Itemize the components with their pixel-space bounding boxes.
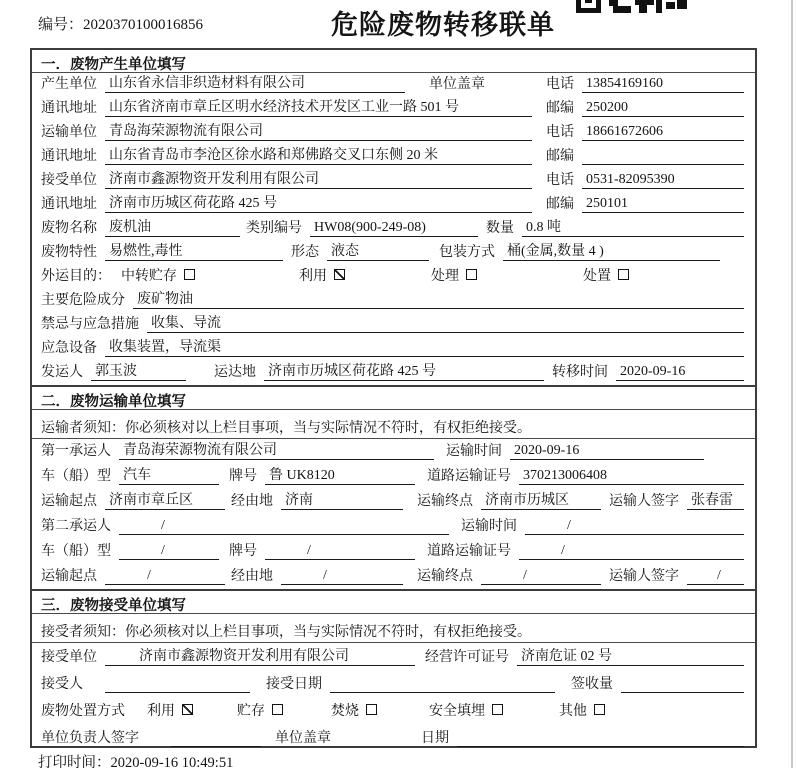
via-label: 经由地 — [231, 569, 273, 584]
sender-label: 发运人 — [41, 365, 83, 380]
address-label: 通讯地址 — [41, 101, 97, 116]
plate-label: 牌号 — [229, 469, 257, 484]
transfer-time-value: 2020-09-16 — [616, 364, 744, 381]
plate-label: 牌号 — [229, 544, 257, 559]
phone-value: 18661672606 — [582, 124, 744, 141]
row-emergency-equipment — [32, 337, 755, 361]
address-label: 通讯地址 — [41, 149, 97, 164]
zip-value: 250101 — [582, 196, 744, 213]
carrier-label: 第二承运人 — [41, 519, 111, 534]
plate-value: 鲁 UK8120 — [265, 464, 415, 485]
terminus-label: 运输终点 — [417, 494, 473, 509]
section-producer — [32, 50, 755, 385]
disposal-option-other — [559, 700, 605, 720]
trait-value: 易燃性,毒性 — [105, 240, 283, 261]
row-producer — [32, 73, 755, 97]
carrier-label: 第一承运人 — [41, 444, 111, 459]
trait-label: 废物特性 — [41, 245, 97, 260]
row-purpose — [32, 265, 755, 289]
section-receiver-title: 三．废物接受单位填写 — [32, 591, 755, 614]
address-group — [41, 96, 546, 117]
disposal-option-storage — [237, 700, 283, 720]
row-disposal — [32, 697, 755, 724]
accept-unit-label: 接受单位 — [41, 650, 97, 665]
phone-value: 0531-82095390 — [582, 172, 744, 189]
option-label: 处理 — [431, 269, 459, 284]
checkbox-icon — [184, 269, 195, 280]
purpose-option-dispose — [583, 265, 629, 285]
row-receiver — [32, 169, 755, 193]
emergency-label: 禁忌与应急措施 — [41, 317, 139, 332]
receiver-value: 济南市鑫源物资开发利用有限公司 — [105, 168, 532, 189]
option-label: 其他 — [559, 704, 587, 719]
section-transport-title: 二．废物运输单位填写 — [32, 387, 755, 410]
address-label: 通讯地址 — [41, 197, 97, 212]
producer-group — [41, 72, 546, 93]
disposal-option-landfill — [429, 700, 503, 720]
vehicle-type-label: 车（船）型 — [41, 469, 111, 484]
road-permit-value: 370213006408 — [519, 468, 744, 485]
transport-time-label: 运输时间 — [461, 519, 517, 534]
form-label: 形态 — [291, 245, 319, 260]
phone-value: 13854169160 — [582, 76, 744, 93]
row-transporter — [32, 121, 755, 145]
page-edge-divider — [791, 0, 793, 768]
row-emergency-measures — [32, 313, 755, 337]
category-value: HW08(900-249-08) — [310, 220, 478, 237]
date-value — [457, 730, 744, 747]
purpose-option-treat — [431, 265, 477, 285]
serial-label: 编号： — [38, 17, 84, 33]
transporter-value: 青岛海荣源物流有限公司 — [105, 120, 532, 141]
checkbox-icon — [594, 704, 605, 715]
quantity-label: 数量 — [486, 221, 514, 236]
producer-value: 山东省永信非织造材料有限公司 — [105, 72, 405, 93]
transporter-group — [41, 120, 546, 141]
sender-value: 郭玉波 — [91, 360, 186, 381]
qr-code-partial-icon — [576, 0, 688, 18]
unit-seal-label: 单位盖章 — [275, 731, 331, 746]
row-second-carrier — [32, 514, 755, 539]
accept-unit-value: 济南市鑫源物资开发利用有限公司 — [105, 645, 415, 666]
checkbox-icon — [272, 704, 283, 715]
disposal-option-utilize — [147, 700, 193, 720]
checkbox-icon — [334, 269, 345, 280]
carrier-sign-value: 张春雷 — [687, 489, 744, 510]
form-value: 液态 — [327, 240, 429, 261]
transport-notice: 运输者须知：你必须核对以上栏目事项，当与实际情况不符时，有权拒绝接受。 — [32, 410, 755, 439]
checkbox-icon — [492, 704, 503, 715]
phone-label: 电话 — [546, 173, 574, 188]
print-time-line — [38, 751, 233, 768]
row-vehicle-1 — [32, 464, 755, 489]
print-time-label: 打印时间： — [38, 755, 111, 768]
row-vehicle-2 — [32, 539, 755, 564]
option-label: 安全填埋 — [429, 704, 485, 719]
acceptor-value — [105, 676, 250, 693]
road-permit-label: 道路运输证号 — [427, 469, 511, 484]
vehicle-type-value: / — [119, 543, 219, 560]
option-label: 处置 — [583, 269, 611, 284]
checkbox-icon — [466, 269, 477, 280]
equipment-label: 应急设备 — [41, 341, 97, 356]
phone-label: 电话 — [546, 77, 574, 92]
zip-label: 邮编 — [546, 149, 574, 164]
section-transport — [32, 385, 755, 589]
address-group — [41, 144, 546, 165]
row-producer-address — [32, 97, 755, 121]
purpose-option-transfer-storage — [121, 265, 195, 285]
date-label: 日期 — [421, 731, 449, 746]
origin-label: 运输起点 — [41, 569, 97, 584]
vehicle-type-label: 车（船）型 — [41, 544, 111, 559]
option-label: 焚烧 — [331, 704, 359, 719]
permit-value: 济南危证 02 号 — [517, 645, 744, 666]
producer-label: 产生单位 — [41, 77, 97, 92]
plate-value: / — [265, 543, 415, 560]
purpose-label: 外运目的： — [41, 269, 111, 284]
address-value: 山东省济南市章丘区明水经济技术开发区工业一路 501 号 — [105, 96, 532, 117]
chief-sign-value — [171, 730, 261, 747]
section-producer-title: 一．废物产生单位填写 — [32, 50, 755, 73]
row-hazard — [32, 289, 755, 313]
serial-value: 2020370100016856 — [83, 17, 204, 33]
receiver-label: 接受单位 — [41, 173, 97, 188]
transport-time-value: 2020-09-16 — [510, 443, 704, 460]
terminus-label: 运输终点 — [417, 569, 473, 584]
purpose-option-utilize — [299, 265, 345, 285]
section-receiver — [32, 589, 755, 751]
transfer-time-label: 转移时间 — [552, 365, 608, 380]
option-label: 利用 — [299, 269, 327, 284]
origin-value: 济南市章丘区 — [105, 489, 225, 510]
destination-label: 运达地 — [214, 365, 256, 380]
hazard-label: 主要危险成分 — [41, 293, 125, 308]
zip-value — [582, 148, 744, 165]
category-label: 类别编号 — [246, 221, 302, 236]
transport-time-value: / — [525, 518, 744, 535]
option-label: 利用 — [147, 704, 175, 719]
via-value: / — [281, 568, 403, 585]
carrier-sign-label: 运输人签字 — [609, 569, 679, 584]
row-accept-unit — [32, 643, 755, 670]
disposal-label: 废物处置方式 — [41, 704, 125, 719]
accept-date-value — [330, 676, 555, 693]
transporter-label: 运输单位 — [41, 125, 97, 140]
address-value: 山东省青岛市李沧区徐水路和郑佛路交叉口东侧 20 米 — [105, 144, 532, 165]
waste-name-label: 废物名称 — [41, 221, 97, 236]
carrier-sign-value: / — [687, 568, 744, 585]
transport-time-label: 运输时间 — [446, 444, 502, 459]
disposal-option-incinerate — [331, 700, 377, 720]
via-label: 经由地 — [231, 494, 273, 509]
road-permit-label: 道路运输证号 — [427, 544, 511, 559]
permit-label: 经营许可证号 — [425, 650, 509, 665]
carrier-value: / — [119, 518, 449, 535]
via-value: 济南 — [281, 489, 403, 510]
receiver-group — [41, 168, 546, 189]
row-receiver-address — [32, 193, 755, 217]
road-permit-value: / — [519, 543, 744, 560]
receipt-qty-value — [621, 676, 744, 693]
row-route-2 — [32, 564, 755, 589]
checkbox-icon — [182, 704, 193, 715]
origin-label: 运输起点 — [41, 494, 97, 509]
terminus-value: / — [481, 568, 601, 585]
chief-sign-label: 单位负责人签字 — [41, 731, 139, 746]
origin-value: / — [105, 568, 225, 585]
phone-label: 电话 — [546, 125, 574, 140]
receipt-qty-label: 签收量 — [571, 677, 613, 692]
unit-seal-label: 单位盖章 — [429, 77, 485, 92]
row-waste-name — [32, 217, 755, 241]
receiver-notice: 接受者须知：你必须核对以上栏目事项，当与实际情况不符时，有权拒绝接受。 — [32, 614, 755, 643]
zip-label: 邮编 — [546, 101, 574, 116]
zip-label: 邮编 — [546, 197, 574, 212]
row-waste-trait — [32, 241, 755, 265]
row-responsible-sign — [32, 724, 755, 751]
address-value: 济南市历城区荷花路 425 号 — [105, 192, 532, 213]
packing-label: 包装方式 — [439, 245, 495, 260]
row-sender — [32, 361, 755, 385]
terminus-value: 济南市历城区 — [481, 489, 601, 510]
checkbox-icon — [366, 704, 377, 715]
print-time-value: 2020-09-16 10:49:51 — [110, 755, 234, 768]
hazard-value: 废矿物油 — [133, 288, 744, 309]
equipment-value: 收集装置，导流渠 — [105, 336, 744, 357]
manifest-form-table — [30, 48, 757, 748]
row-first-carrier — [32, 439, 755, 464]
acceptor-label: 接受人 — [41, 677, 83, 692]
vehicle-type-value: 汽车 — [119, 464, 219, 485]
row-acceptor — [32, 670, 755, 697]
carrier-sign-label: 运输人签字 — [609, 494, 679, 509]
row-transporter-address — [32, 145, 755, 169]
waste-name-value: 废机油 — [105, 216, 240, 237]
packing-value: 桶(金属,数量 4 ) — [503, 240, 720, 261]
row-route-1 — [32, 489, 755, 514]
page-title: 危险废物转移联单 — [331, 10, 555, 40]
quantity-value: 0.8 吨 — [522, 216, 744, 237]
zip-value: 250200 — [582, 100, 744, 117]
destination-value: 济南市历城区荷花路 425 号 — [264, 360, 544, 381]
option-label: 贮存 — [237, 704, 265, 719]
accept-date-label: 接受日期 — [266, 677, 322, 692]
checkbox-icon — [618, 269, 629, 280]
address-group — [41, 192, 546, 213]
emergency-value: 收集、导流 — [147, 312, 744, 333]
carrier-value: 青岛海荣源物流有限公司 — [119, 439, 434, 460]
option-label: 中转贮存 — [121, 269, 177, 284]
